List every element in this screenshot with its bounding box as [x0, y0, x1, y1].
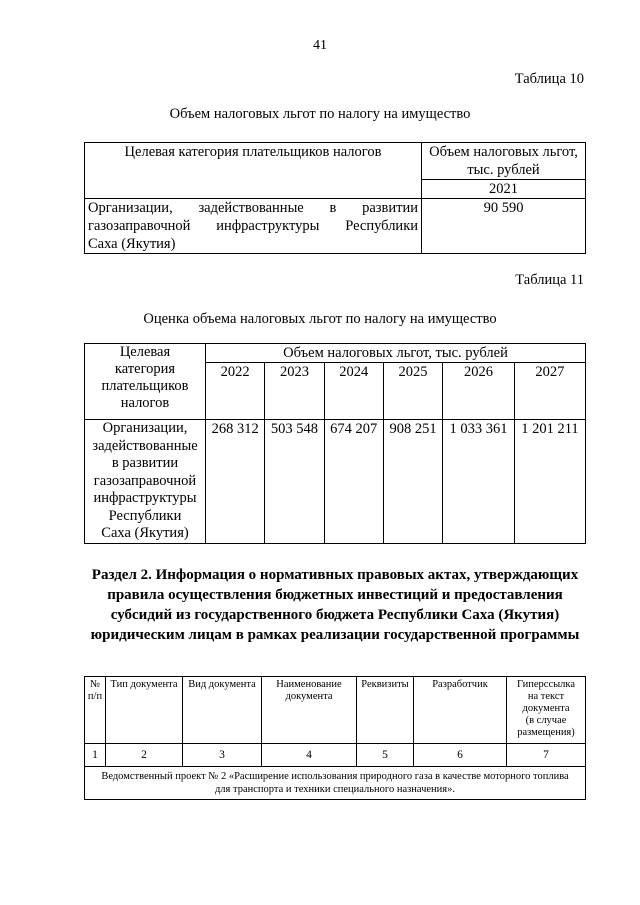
section-heading — [84, 565, 586, 645]
table10-title: Объем налоговых льгот по налогу на имущество — [169, 106, 471, 122]
table10-head-category: Целевая категория плательщиков налогов — [85, 143, 422, 199]
table11-row-line: газозаправочной — [93, 472, 197, 489]
table11-head-category — [85, 344, 206, 420]
col-type-head: Тип документа — [106, 677, 183, 744]
table10-row-category — [85, 199, 422, 254]
col-link-line: на текст — [527, 691, 565, 702]
table10-year: 2021 — [422, 180, 586, 199]
col-number-line: п/п — [87, 691, 103, 702]
table11-row-line: Республики — [108, 507, 182, 524]
col-index: 7 — [507, 744, 586, 767]
col-index: 4 — [262, 744, 357, 767]
table11-year: 2026 — [443, 363, 515, 420]
table11-value: 1 033 361 — [443, 420, 515, 544]
section-heading-line: Раздел 2. Информация о нормативных правовых актах, утверждающих — [91, 567, 579, 583]
col-number-line: № — [89, 679, 101, 690]
table11-head-volume: Объем налоговых льгот, тыс. рублей — [206, 344, 586, 363]
table11-row-line: Саха (Якутия) — [101, 525, 189, 541]
table11-row-category — [85, 420, 206, 544]
section-heading-line: субсидий из государственного бюджета Республики Саха (Якутия) — [110, 607, 560, 623]
col-link-line: Гиперссылка — [516, 679, 576, 690]
col-details-head: Реквизиты — [357, 677, 414, 744]
col-index: 2 — [106, 744, 183, 767]
table11-head-cat-line: плательщиков — [101, 378, 189, 394]
table10-row-line2: газозаправочной инфраструктуры Республики — [88, 218, 418, 234]
table11-value: 268 312 — [206, 420, 265, 544]
col-link-line: документа — [522, 703, 570, 714]
col-index: 1 — [85, 744, 106, 767]
documents-table — [84, 676, 586, 800]
table11-head-cat-line: Целевая — [119, 344, 171, 360]
table11-row-line: инфраструктуры — [93, 490, 197, 506]
table11-year: 2025 — [383, 363, 442, 420]
table10-head-volume — [422, 143, 586, 180]
table10-row-line3: Саха (Якутия) — [88, 236, 176, 252]
table11-row-line: Организации, — [102, 420, 188, 436]
project-line: для транспорта и техники специального назначения». — [214, 784, 456, 795]
col-name-head — [262, 677, 357, 744]
table11-row-line: в развитии — [111, 455, 179, 471]
table11 — [84, 343, 586, 544]
table10-row-value: 90 590 — [422, 199, 586, 254]
section-heading-line: правила осуществления бюджетных инвестиций и предоставления — [107, 587, 563, 603]
table10-head-volume-line2: тыс. рублей — [467, 162, 540, 178]
col-link-line: размещения) — [517, 727, 575, 738]
col-developer-head: Разработчик — [414, 677, 507, 744]
col-number-head — [85, 677, 106, 744]
table11-value: 674 207 — [324, 420, 383, 544]
table11-year: 2027 — [514, 363, 585, 420]
table11-head-cat-line: категория — [114, 361, 176, 377]
table10-head-volume-line1: Объем налоговых льгот, — [429, 144, 578, 160]
table11-title: Оценка объема налоговых льгот по налогу на имущество — [143, 311, 497, 327]
page-number: 41 — [313, 38, 327, 53]
col-index: 6 — [414, 744, 507, 767]
table11-year: 2024 — [324, 363, 383, 420]
table11-head-cat-line: налогов — [120, 395, 170, 411]
table11-value: 908 251 — [383, 420, 442, 544]
table10 — [84, 142, 586, 254]
col-name-line: Наименование — [276, 679, 342, 690]
col-index: 3 — [183, 744, 262, 767]
col-link-head — [507, 677, 586, 744]
col-link-line: (в случае — [525, 715, 567, 726]
table11-year: 2022 — [206, 363, 265, 420]
table11-label: Таблица 11 — [515, 272, 584, 288]
project-line: Ведомственный проект № 2 «Расширение использования природного газа в качестве моторного топлива — [101, 771, 569, 782]
col-name-line: документа — [285, 691, 333, 702]
table11-year: 2023 — [265, 363, 324, 420]
project-row — [85, 767, 586, 800]
col-kind-head: Вид документа — [183, 677, 262, 744]
table11-value: 503 548 — [265, 420, 324, 544]
table10-row-line1: Организации, задействованные в развитии — [88, 200, 418, 216]
section-heading-line: юридическим лицам в рамках реализации государственной программы — [90, 627, 580, 643]
table11-value: 1 201 211 — [514, 420, 585, 544]
table10-label: Таблица 10 — [514, 71, 584, 87]
col-index: 5 — [357, 744, 414, 767]
table11-row-line: задействованные — [92, 437, 198, 454]
